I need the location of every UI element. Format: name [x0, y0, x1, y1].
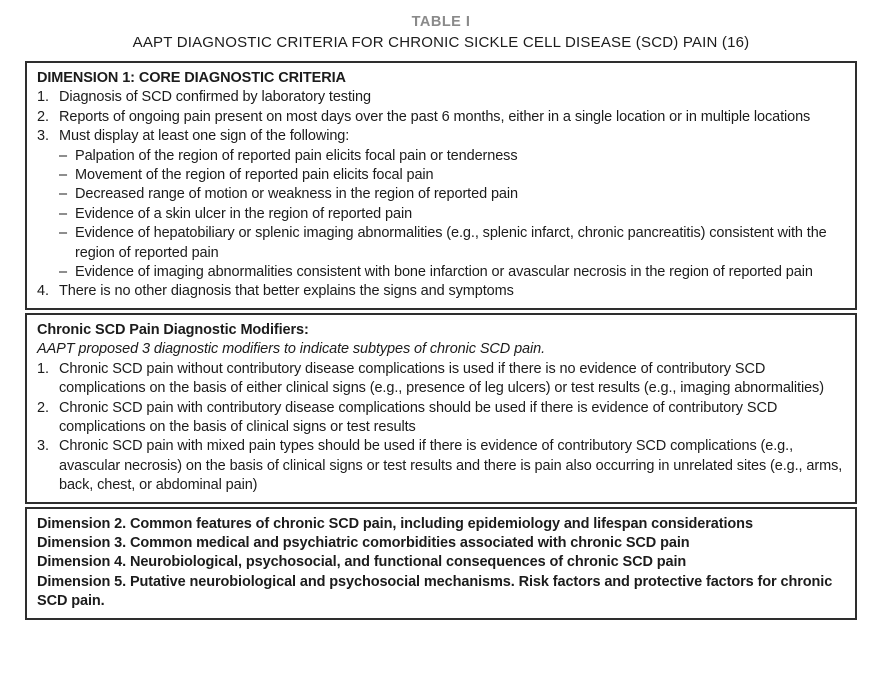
sign-item [59, 166, 847, 185]
dimensions-box [25, 507, 857, 620]
criterion-item [37, 127, 847, 146]
criterion-text: Must display at least one sign of the following: [59, 128, 350, 145]
sign-text: Movement of the region of reported pain elicits focal pain [75, 167, 434, 184]
table-label: TABLE I [411, 14, 471, 30]
modifier-number: 2. [37, 399, 49, 416]
modifier-text: Chronic SCD pain without contributory disease complications is used if there is no evidence of contributory SCD complications on the basis of either clinical signs (e.g., presence of leg ulcers) or test results (e.g., imaging abnormalities) [59, 360, 824, 397]
dimension-3-line: Dimension 3. Common medical and psychiatric comorbidities associated with chronic SCD pain [37, 534, 690, 551]
criterion-text: There is no other diagnosis that better explains the signs and symptoms [59, 283, 514, 300]
dash-marker: – [59, 225, 67, 242]
dash-marker: – [59, 147, 67, 164]
dimension-4-line: Dimension 4. Neurobiological, psychosocial, and functional consequences of chronic SCD pain [37, 554, 687, 571]
criterion-text: Reports of ongoing pain present on most days over the past 6 months, either in a single location or in multiple locations [59, 108, 811, 125]
modifier-text: Chronic SCD pain with mixed pain types should be used if there is evidence of contributory SCD complications (e.g., avascular necrosis) on the basis of clinical signs or test results and there is pain also occurring in unrelated sites (e.g., arms, back, chest, or abdominal pain) [59, 438, 843, 494]
dimension-5-line: Dimension 5. Putative neurobiological and psychosocial mechanisms. Risk factors and protective factors for chronic SCD pain. [37, 573, 833, 610]
modifiers-heading: Chronic SCD Pain Diagnostic Modifiers: [37, 321, 309, 338]
modifier-item [37, 399, 847, 438]
sign-text: Evidence of hepatobiliary or splenic imaging abnormalities (e.g., splenic infarct, chronic pancreatitis) consistent with the region of reported pain [75, 225, 827, 261]
modifiers-subheading: AAPT proposed 3 diagnostic modifiers to indicate subtypes of chronic SCD pain. [37, 341, 546, 358]
sign-item [59, 185, 847, 204]
dash-marker: – [59, 167, 67, 184]
sign-text: Decreased range of motion or weakness in the region of reported pain [75, 186, 518, 203]
modifier-number: 1. [37, 360, 49, 377]
modifier-text: Chronic SCD pain with contributory disease complications should be used if there is evidence of contributory SCD complications on the basis of clinical signs or test results [59, 399, 778, 435]
criterion-number: 3. [37, 128, 49, 145]
sign-text: Palpation of the region of reported pain elicits focal pain or tenderness [75, 147, 518, 164]
dash-marker: – [59, 264, 67, 281]
modifiers-box [25, 313, 857, 504]
modifier-number: 3. [37, 438, 49, 455]
criterion-number: 4. [37, 283, 49, 300]
core-criteria-box [25, 61, 857, 310]
criterion-number: 1. [37, 89, 49, 106]
sign-text: Evidence of a skin ulcer in the region of reported pain [75, 205, 413, 222]
sign-item [59, 205, 847, 224]
criterion-number: 2. [37, 108, 49, 125]
dimension1-heading: DIMENSION 1: CORE DIAGNOSTIC CRITERIA [37, 70, 346, 86]
criterion-item [37, 282, 847, 301]
sign-item [59, 263, 847, 282]
dash-marker: – [59, 186, 67, 203]
criterion-item [37, 88, 847, 107]
dash-marker: – [59, 205, 67, 222]
sign-item [59, 147, 847, 166]
criterion-text: Diagnosis of SCD confirmed by laboratory testing [59, 89, 371, 106]
criterion-item [37, 108, 847, 127]
dimension-2-line: Dimension 2. Common features of chronic SCD pain, including epidemiology and lifespan considerations [37, 515, 753, 532]
modifier-item [37, 360, 847, 399]
modifier-item [37, 437, 847, 495]
table-title: AAPT DIAGNOSTIC CRITERIA FOR CHRONIC SICKLE CELL DISEASE (SCD) PAIN (16) [132, 34, 750, 51]
sign-item [59, 224, 847, 263]
sign-text: Evidence of imaging abnormalities consistent with bone infarction or avascular necrosis in the region of reported pain [75, 264, 813, 281]
